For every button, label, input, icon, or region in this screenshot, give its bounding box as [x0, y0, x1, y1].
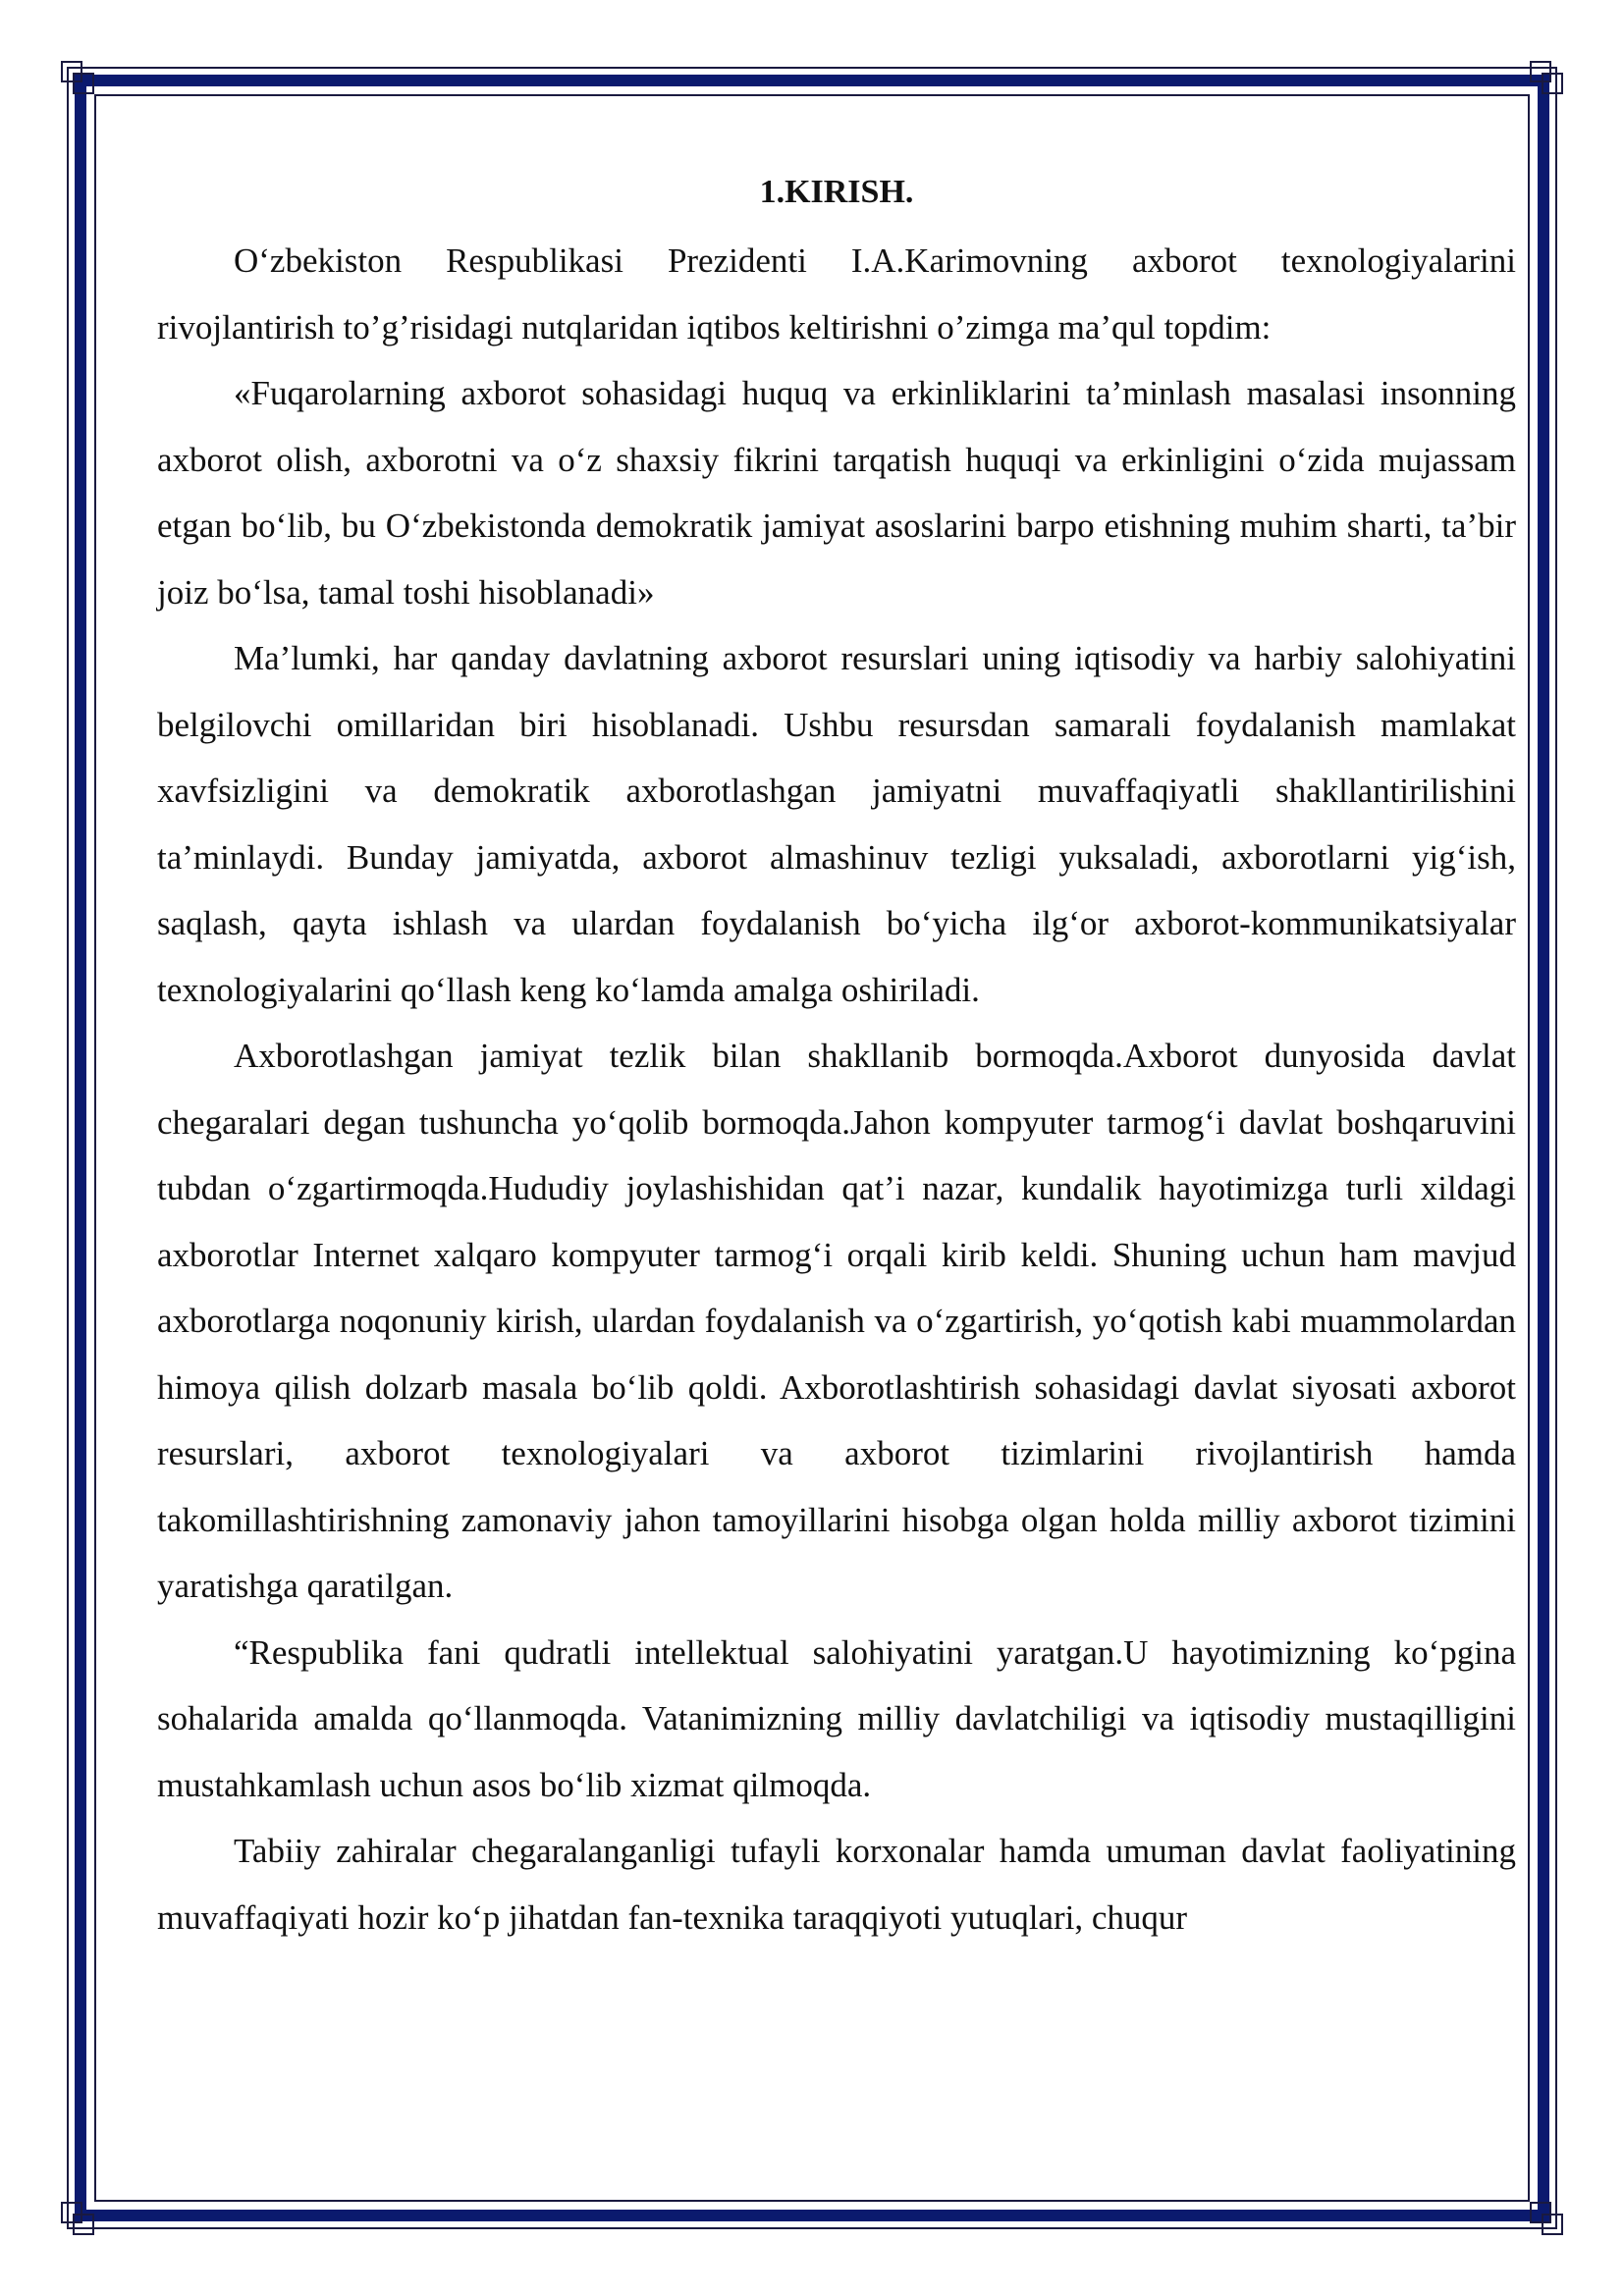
paragraph-5: “Respublika fani qudratli intellektual salohiyatini yaratgan.U hayotimizning ko‘pgina sohalarida amalda qo‘llanmoqda. Vatanimizning milliy davlatchiligi va iqtisodiy mustaqilligini mustahkamlash uchun asos bo‘lib xizmat qilmoqda.	[157, 1632, 1516, 1804]
corner-ornament-top-left	[61, 61, 94, 94]
document-body	[157, 169, 1516, 1950]
corner-ornament-bottom-right	[1530, 2202, 1563, 2235]
section-heading: 1.KIRISH.	[759, 174, 914, 210]
paragraph-1: O‘zbekiston Respublikasi Prezidenti I.A.Karimovning axborot texnologiyalarini rivojlantirish to’g’risidagi nutqlaridan iqtibos keltirishni o’zimga ma’qul topdim:	[157, 241, 1516, 347]
paragraph-2: «Fuqarolarning axborot sohasidagi huquq va erkinliklarini ta’minlash masalasi insonning axborot olish, axborotni va o‘z shaxsiy fikrini tarqatish huquqi va erkinligini o‘zida mujassam etgan bo‘lib, bu O‘zbekistonda demokratik jamiyat asoslarini barpo etishning muhim sharti, ta’bir joiz bo‘lsa, tamal toshi hisoblanadi»	[157, 374, 1516, 612]
paragraph-3: Ma’lumki, har qanday davlatning axborot resurslari uning iqtisodiy va harbiy salohiyatini belgilovchi omillaridan biri hisoblanadi. Ushbu resursdan samarali foydalanish mamlakat xavfsizligini va demokratik axborotlashgan jamiyatni muvaffaqiyatli shakllantirilishini ta’minlaydi. Bunday jamiyatda, axborot almashinuv tezligi yuksaladi, axborotlarni yig‘ish, saqlash, qayta ishlash va ulardan foydalanish bo‘yicha ilg‘or axborot-kommunikatsiyalar texnologiyalarini qo‘llash keng ko‘lamda amalga oshiriladi.	[157, 639, 1516, 1009]
corner-ornament-bottom-left	[61, 2202, 94, 2235]
paragraph-4: Axborotlashgan jamiyat tezlik bilan shakllanib bormoqda.Axborot dunyosida davlat chegaralari degan tushuncha yo‘qolib bormoqda.Jahon kompyuter tarmog‘i davlat boshqaruvini tubdan o‘zgartirmoqda.Hududiy joylashishidan qat’i nazar, kundalik hayotimizga turli xildagi axborotlar Internet xalqaro kompyuter tarmog‘i orqali kirib keldi. Shuning uchun ham mavjud axborotlarga noqonuniy kirish, ulardan foydalanish va o‘zgartirish, yo‘qotish kabi muammolardan himoya qilish dolzarb masala bo‘lib qoldi. Axborotlashtirish sohasidagi davlat siyosati axborot resurslari, axborot texnologiyalari va axborot tizimlarini rivojlantirish hamda takomillashtirishning zamonaviy jahon tamoyillarini hisobga olgan holda milliy axborot tizimini yaratishga qaratilgan.	[157, 1037, 1516, 1605]
corner-ornament-top-right	[1530, 61, 1563, 94]
paragraph-6: Tabiiy zahiralar chegaralanganligi tufayli korxonalar hamda umuman davlat faoliyatining muvaffaqiyati hozir ko‘p jihatdan fan-texnika taraqqiyoti yutuqlari, chuqur	[157, 1832, 1516, 1937]
